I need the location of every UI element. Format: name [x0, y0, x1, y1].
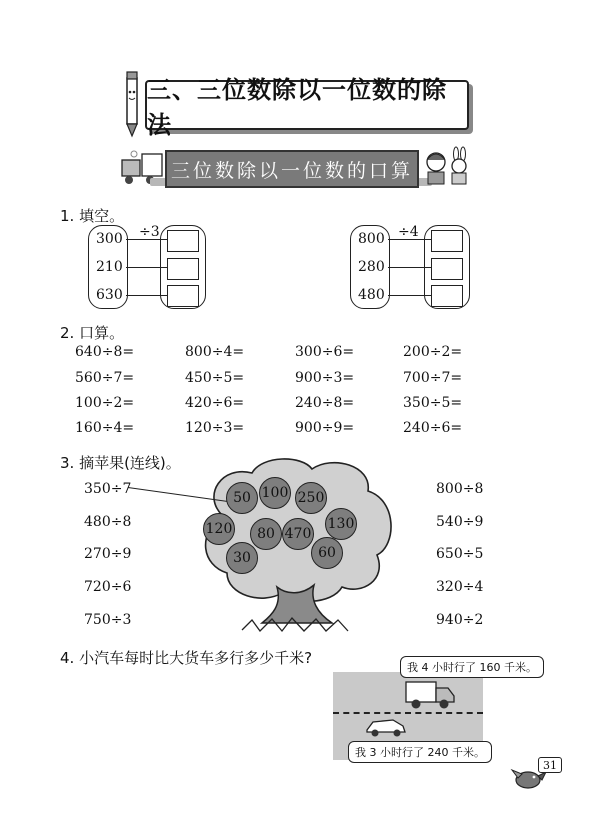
apple[interactable]: 470 — [282, 518, 314, 550]
truck-icon — [404, 676, 456, 710]
answer-box[interactable] — [167, 230, 199, 252]
left-connector-3 — [126, 295, 167, 296]
apple[interactable]: 30 — [226, 542, 258, 574]
right-expression[interactable]: 800÷8 — [436, 481, 484, 497]
right-operator: ÷4 — [398, 224, 419, 240]
calc-item: 900÷3= — [295, 370, 355, 386]
question-3-label: 3. 摘苹果(连线)。 — [60, 454, 181, 472]
right-expression[interactable]: 940÷2 — [436, 612, 484, 628]
calc-item: 300÷6= — [295, 344, 355, 360]
question-2-label: 2. 口算。 — [60, 324, 125, 342]
right-expression[interactable]: 650÷5 — [436, 546, 484, 562]
pencil-mascot-icon — [122, 70, 142, 138]
left-operator: ÷3 — [139, 224, 160, 240]
calc-item: 700÷7= — [403, 370, 463, 386]
answer-box[interactable] — [431, 285, 463, 307]
right-number-2: 280 — [358, 259, 385, 275]
calc-item: 160÷4= — [75, 420, 135, 436]
calc-item: 420÷6= — [185, 395, 245, 411]
apple[interactable]: 250 — [295, 482, 327, 514]
apple[interactable]: 100 — [259, 477, 291, 509]
calc-item: 120÷3= — [185, 420, 245, 436]
road-lane-divider — [333, 712, 483, 714]
apple[interactable]: 60 — [311, 537, 343, 569]
section-title: 三位数除以一位数的口算 — [165, 150, 419, 188]
left-expression[interactable]: 270÷9 — [84, 546, 132, 562]
right-expression[interactable]: 320÷4 — [436, 579, 484, 595]
left-expression[interactable]: 350÷7 — [84, 481, 132, 497]
left-expression[interactable]: 750÷3 — [84, 612, 132, 628]
right-number-3: 480 — [358, 287, 385, 303]
right-number-1: 800 — [358, 231, 385, 247]
left-connector-2 — [126, 267, 167, 268]
right-connector-2 — [388, 267, 431, 268]
left-expression[interactable]: 720÷6 — [84, 579, 132, 595]
calc-item: 350÷5= — [403, 395, 463, 411]
left-number-1: 300 — [96, 231, 123, 247]
kids-rabbit-icon — [424, 146, 472, 186]
page-number: 31 — [538, 757, 562, 773]
right-connector-1 — [388, 239, 431, 240]
apple[interactable]: 80 — [250, 518, 282, 550]
left-connector-1 — [126, 239, 167, 240]
answer-box[interactable] — [167, 285, 199, 307]
calc-item: 200÷2= — [403, 344, 463, 360]
question-1-label: 1. 填空。 — [60, 207, 125, 225]
calc-item: 900÷9= — [295, 420, 355, 436]
left-expression[interactable]: 480÷8 — [84, 514, 132, 530]
answer-box[interactable] — [431, 258, 463, 280]
calc-item: 450÷5= — [185, 370, 245, 386]
page-title: 三、三位数除以一位数的除法 — [145, 80, 469, 130]
right-expression[interactable]: 540÷9 — [436, 514, 484, 530]
calc-item: 560÷7= — [75, 370, 135, 386]
apple[interactable]: 50 — [226, 482, 258, 514]
calc-item: 800÷4= — [185, 344, 245, 360]
calc-item: 640÷8= — [75, 344, 135, 360]
answer-box[interactable] — [431, 230, 463, 252]
apple[interactable]: 130 — [325, 508, 357, 540]
answer-box[interactable] — [167, 258, 199, 280]
question-4-label: 4. 小汽车每时比大货车多行多少千米? — [60, 649, 313, 667]
truck-speech-bubble: 我 4 小时行了 160 千米。 — [400, 656, 544, 678]
calc-item: 240÷6= — [403, 420, 463, 436]
apple[interactable]: 120 — [203, 513, 235, 545]
left-number-3: 630 — [96, 287, 123, 303]
right-connector-3 — [388, 295, 431, 296]
car-speech-bubble: 我 3 小时行了 240 千米。 — [348, 741, 492, 763]
calc-item: 100÷2= — [75, 395, 135, 411]
calc-item: 240÷8= — [295, 395, 355, 411]
apple-tree-icon — [192, 455, 402, 645]
car-icon — [365, 716, 407, 738]
left-number-2: 210 — [96, 259, 123, 275]
